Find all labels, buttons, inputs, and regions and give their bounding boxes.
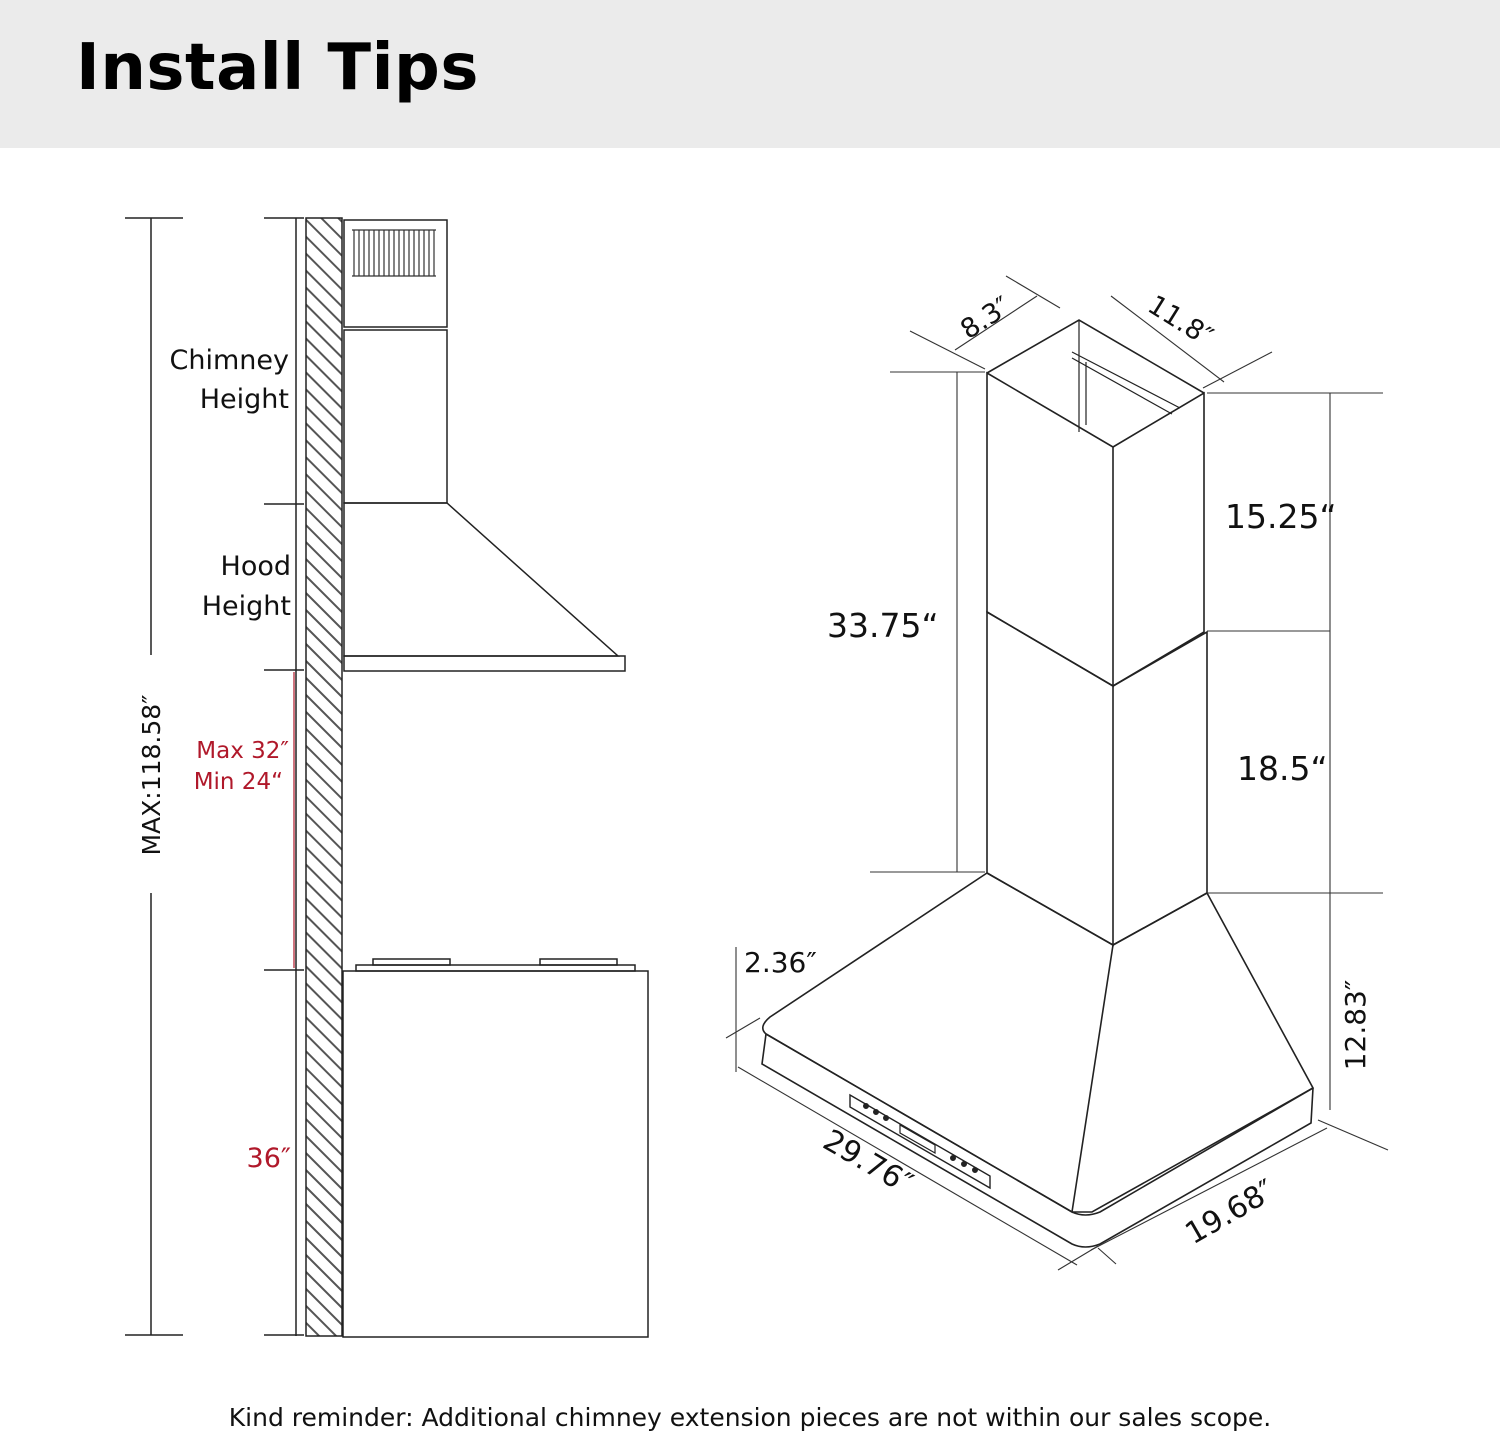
chimney-lower-front-left <box>987 612 1113 945</box>
chimney-upper-front-left <box>987 373 1113 686</box>
chimney-depth-label: 8.3″ <box>955 290 1017 346</box>
chimney-label-line1: Chimney <box>169 345 289 376</box>
hood-side-profile <box>344 503 618 656</box>
control-button <box>884 1116 888 1120</box>
cooktop <box>356 965 635 971</box>
clearance-min-label: Min 24“ <box>193 769 283 795</box>
control-button <box>874 1110 878 1114</box>
hood-canopy-right <box>1072 893 1313 1212</box>
hood-front-edge-inner <box>766 1034 1313 1215</box>
total-chimney-label: 33.75“ <box>827 606 939 645</box>
wall-hatch <box>306 218 342 1336</box>
hood-canopy-left <box>763 873 1113 1212</box>
burner-right <box>540 959 617 965</box>
chimney-lower-front-right <box>1113 632 1207 945</box>
upper-chimney-label: 15.25“ <box>1225 497 1337 536</box>
control-button <box>864 1104 868 1108</box>
hood-bottom-plate <box>344 656 625 671</box>
lower-chimney-label: 18.5“ <box>1237 749 1328 788</box>
hood-depth-label: 19.68″ <box>1179 1173 1282 1252</box>
control-button <box>973 1168 977 1172</box>
clearance-max-label: Max 32″ <box>196 738 289 764</box>
hood-height-label: 12.83″ <box>1339 979 1372 1071</box>
chimney-lower-section <box>344 330 447 503</box>
control-button <box>951 1156 955 1160</box>
hood-label-line2: Height <box>201 591 291 622</box>
burner-left <box>373 959 450 965</box>
edge-height-label: 2.36″ <box>744 946 817 979</box>
hood-label-line1: Hood <box>220 551 291 582</box>
control-button <box>962 1162 966 1166</box>
counter-height-label: 36″ <box>246 1143 291 1174</box>
hood-width-label: 29.76″ <box>816 1123 919 1202</box>
chimney-vent-grille <box>352 230 436 276</box>
cabinet <box>343 971 648 1337</box>
total-max-label: MAX:118.58″ <box>137 694 166 856</box>
chimney-width-label: 11.8″ <box>1142 289 1219 354</box>
footer-note: Kind reminder: Additional chimney extension pieces are not within our sales scope. <box>228 1403 1272 1432</box>
chimney-label-line2: Height <box>199 384 289 415</box>
page-title: Install Tips <box>76 31 479 105</box>
